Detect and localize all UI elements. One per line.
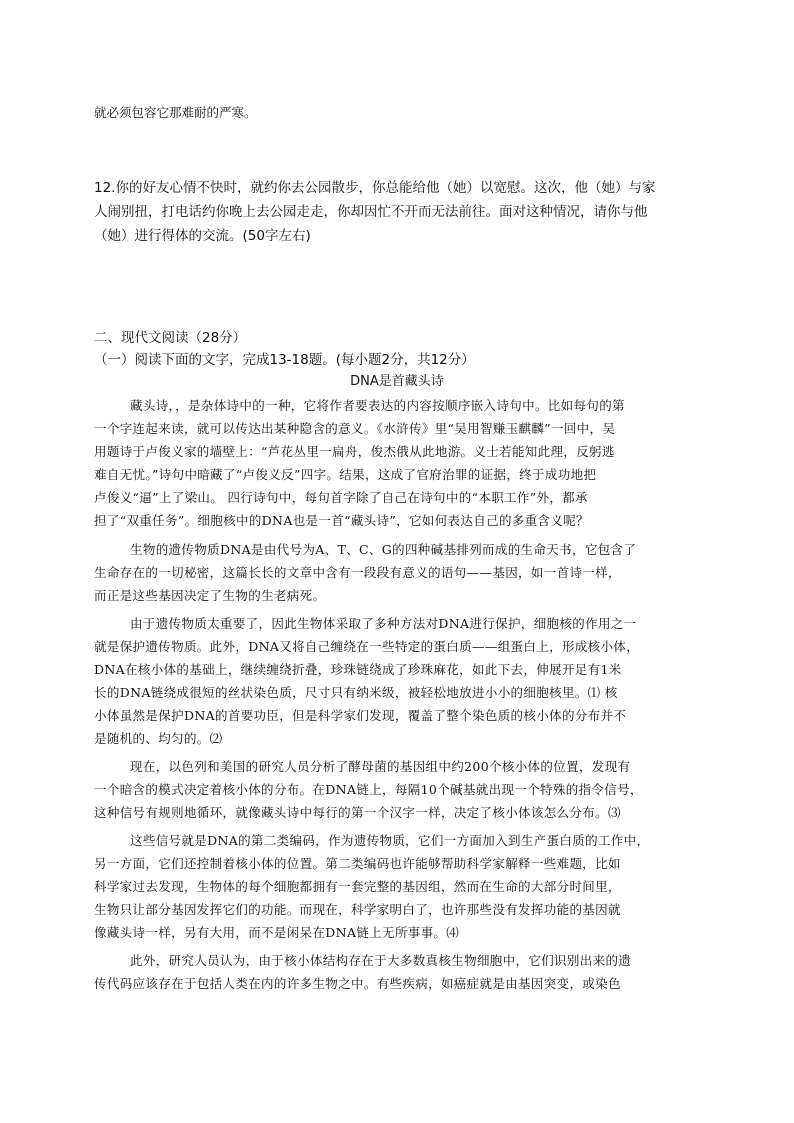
intro-line: 就必须包容它那难耐的严寒。 — [94, 105, 257, 120]
article-line: DNA在核小体的基础上，继续缠绕折叠，珍珠链绕成了珍珠麻花，如此下去，伸展开足有1米 — [94, 662, 622, 677]
article-line: 一个字连起来读，就可以传达出某种隐含的意义。《水浒传》里“吴用智赚玉麒麟”一回中，吴 — [94, 421, 616, 436]
article-line: 生物的遗传物质DNA是由代号为A、T、C、G的四种碱基排列而成的生命天书，它包含了 — [130, 542, 637, 557]
sub-heading: （一）阅读下面的文字，完成13-18题。(每小题2分，共12分） — [94, 352, 475, 368]
article-line: 这些信号就是DNA的第二类编码，作为遗传物质，它们一方面加入到生产蛋白质的工作中， — [130, 833, 650, 848]
article-line: 现在，以色列和美国的研究人员分析了酵母菌的基因组中约200个核小体的位置，发现有 — [130, 759, 631, 774]
article-line: 另一方面，它们还控制着核小体的位置。第二类编码也许能够帮助科学家解释一些难题，比如 — [94, 856, 621, 871]
article-line: 是随机的、均匀的。⑵ — [94, 731, 223, 746]
article-line: 就是保护遗传物质。此外，DNA又将自己缠绕在一些特定的蛋白质——组蛋白上，形成核小体， — [94, 639, 640, 654]
article-line: 像藏头诗一样，另有大用，而不是闲呆在DNA链上无所事事。⑷ — [94, 925, 460, 940]
article-line: 藏头诗，，是杂体诗中的一种，它将作者要表达的内容按顺序嵌入诗句中。比如每句的第 — [130, 398, 625, 413]
question-12-line: （她）进行得体的交流。(50字左右) — [94, 228, 311, 244]
article-line: 难自无忧。”诗句中暗藏了“卢俊义反”四字。结果，这成了官府治罪的证据，终于成功地把 — [94, 467, 597, 482]
article-line: 小体虽然是保护DNA的首要功臣，但是科学家们发现，覆盖了整个染色质的核小体的分布并不 — [94, 708, 627, 723]
article-line: 担了“双重任务”。细胞核中的DNA也是一首“藏头诗”，它如何表达自己的多重含义呢？ — [94, 513, 589, 528]
question-12-line: 12.你的好友心情不快时，就约你去公园散步，你总能给他（她）以宽慰。这次，他（她）与家 — [94, 180, 656, 196]
article-line: 传代码应该存在于包括人类在内的许多生物之中。有些疾病，如癌症就是由基因突变，或染色 — [94, 976, 621, 991]
section-heading: 二、现代文阅读（28分） — [94, 330, 247, 346]
article-line: 而正是这些基因决定了生物的生老病死。 — [94, 588, 326, 603]
article-line: 由于遗传物质太重要了，因此生物体采取了多种方法对DNA进行保护，细胞核的作用之一 — [130, 616, 637, 631]
question-12-line: 人闹别扭，打电话约你晚上去公园走走，你却因忙不开而无法前往。面对这种情况，请你与他 — [94, 204, 648, 220]
article-line: 此外，研究人员认为，由于核小体结构存在于大多数真核生物细胞中，它们识别出来的遗 — [130, 953, 632, 968]
article-line: 卢俊义“逼”上了梁山。 四行诗句中，每句首字除了自己在诗句中的“本职工作”外，都承 — [94, 490, 588, 505]
article-line: 这种信号有规则地循环，就像藏头诗中每行的第一个汉字一样，决定了核小体该怎么分布。⑶ — [94, 805, 621, 820]
article-line: 科学家过去发现，生物体的每个细胞都拥有一套完整的基因组，然而在生命的大部分时间里， — [94, 879, 621, 894]
article-line: 生物只让部分基因发挥它们的功能。而现在，科学家明白了，也许那些没有发挥功能的基因就 — [94, 902, 621, 917]
article-title: DNA是首藏头诗 — [350, 374, 444, 389]
article-line: 长的DNA链绕成很短的丝状染色质，尺寸只有纳米级，被轻松地放进小小的细胞核里。⑴ 核 — [94, 685, 618, 700]
article-line: 生命存在的一切秘密，这篇长长的文章中含有一段段有意义的语句——基因，如一首诗一样， — [94, 565, 621, 580]
article-line: 用题诗于卢俊义家的墙壁上：“芦花丛里一扁舟，俊杰俄从此地游。义士若能知此理，反躬逃 — [94, 444, 615, 459]
article-line: 一个暗含的模式决定着核小体的分布。在DNA链上，每隔10个碱基就出现一个特殊的指令信号， — [94, 782, 643, 797]
